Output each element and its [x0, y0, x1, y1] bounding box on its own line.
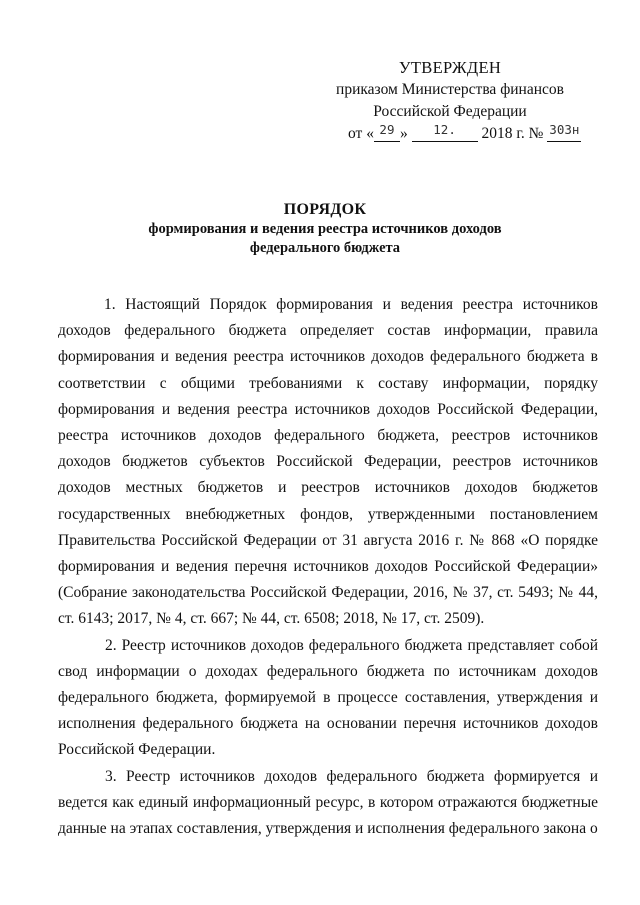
date-quote-close: »	[399, 125, 408, 142]
date-month-handwritten: 12.	[433, 122, 456, 137]
approved-heading: УТВЕРЖДЕН	[398, 58, 502, 77]
date-day-field	[374, 122, 400, 142]
document-body	[58, 292, 598, 842]
date-prefix: от «	[348, 125, 374, 142]
paragraph-3: 3. Реестр источников доходов федерального бюджета формируется и ведется как единый информационный ресурс, в котором отражаются бюджетные данные на этапах составления, утверждения и исполнения федерального закона о	[58, 767, 598, 838]
order-number-field	[547, 122, 581, 142]
date-month-field	[412, 122, 478, 142]
approval-line-ministry: приказом Министерства финансов	[336, 81, 564, 98]
approval-stamp	[320, 57, 580, 123]
paragraph-1: 1. Настоящий Порядок формирования и ведения реестра источников доходов федерального бюджета определяет состав информации, правила формирования и ведения реестра источников доходов федерального бюджета в соответствии с общими требованиями к составу информации, порядку формирования и ведения реестра источников доходов Российской Федерации, реестра источников доходов федерального бюджета, реестров источников доходов бюджетов субъектов Российской Федерации, реестров источников доходов местных бюджетов и реестров источников доходов бюджетов государственных внебюджетных фондов, утвержденными постановлением Правительства Российской Федерации от 31 августа 2016 г. № 868 «О порядке формирования и ведения перечня источников доходов Российской Федерации» (Собрание законодательства Российской Федерации, 2016, № 37, ст. 5493; № 44, ст. 6143; 2017, № 4, ст. 667; № 44, ст. 6508; 2018, № 17, ст. 2509).	[58, 296, 598, 628]
title-line-1: формирования и ведения реестра источников доходов	[148, 221, 502, 237]
document-title	[60, 200, 590, 258]
order-number-handwritten: 303н	[549, 122, 580, 137]
title-line-2: федерального бюджета	[249, 240, 401, 256]
approval-line-federation: Российской Федерации	[373, 103, 527, 120]
order-date-line	[348, 123, 581, 145]
date-day-handwritten: 29	[379, 122, 395, 137]
date-year-text: 2018 г. №	[481, 125, 544, 142]
paragraph-2: 2. Реестр источников доходов федерального бюджета представляет собой свод информации о доходах федерального бюджета по источникам доходов федерального бюджета, формируемой в процессе составления, утверждения и исполнения федерального бюджета на основании перечня источников доходов Российской Федерации.	[58, 636, 598, 759]
title-main: ПОРЯДОК	[283, 201, 367, 218]
